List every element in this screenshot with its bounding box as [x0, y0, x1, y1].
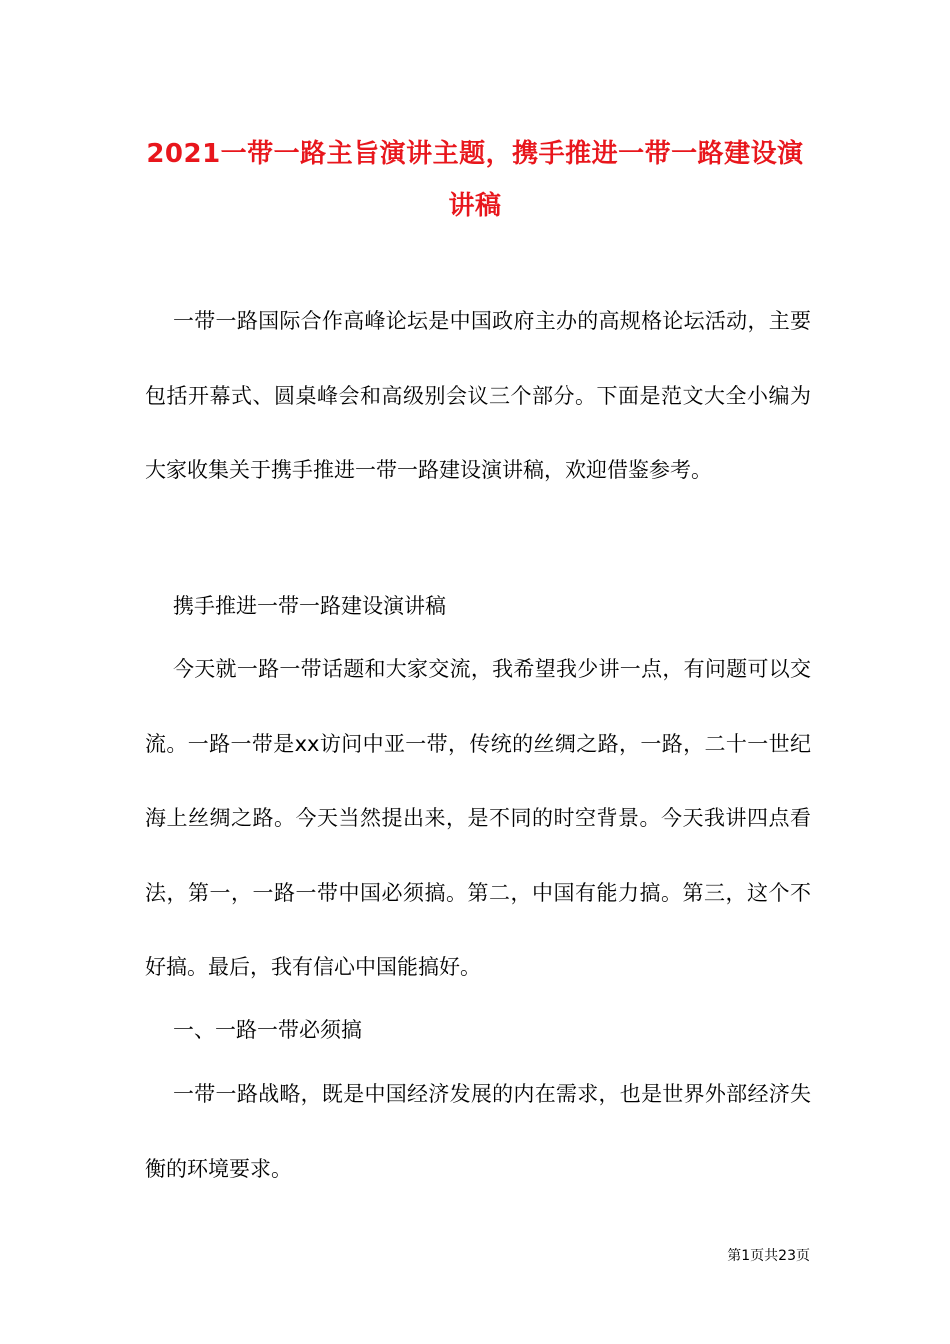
- section-paragraph: 一带一路战略，既是中国经济发展的内在需求，也是世界外部经济失衡的环境要求。: [145, 1082, 811, 1181]
- page-number: 第1页共23页: [727, 1248, 810, 1264]
- intro-paragraph: 一带一路国际合作高峰论坛是中国政府主办的高规格论坛活动，主要包括开幕式、圆桌峰会和高级别会议三个部分。下面是范文大全小编为大家收集关于携手推进一带一路建设演讲稿，欢迎借鉴参考。: [145, 309, 811, 482]
- speech-paragraph: 今天就一路一带话题和大家交流，我希望我少讲一点，有问题可以交流。一路一带是xx访问中亚一带，传统的丝绸之路，一路，二十一世纪海上丝绸之路。今天当然提出来，是不同的时空背景。今天我讲四点看法，第一，一路一带中国必须搞。第二，中国有能力搞。第三，这个不好搞。最后，我有信心中国能搞好。: [145, 657, 811, 979]
- title-line-2: 讲稿: [448, 191, 502, 221]
- speech-heading: 携手推进一带一路建设演讲稿: [173, 594, 446, 618]
- title-line-1: 2021一带一路主旨演讲主题，携手推进一带一路建设演: [146, 139, 804, 169]
- document-title: [140, 128, 810, 232]
- section-heading: 一、一路一带必须搞: [173, 1018, 362, 1042]
